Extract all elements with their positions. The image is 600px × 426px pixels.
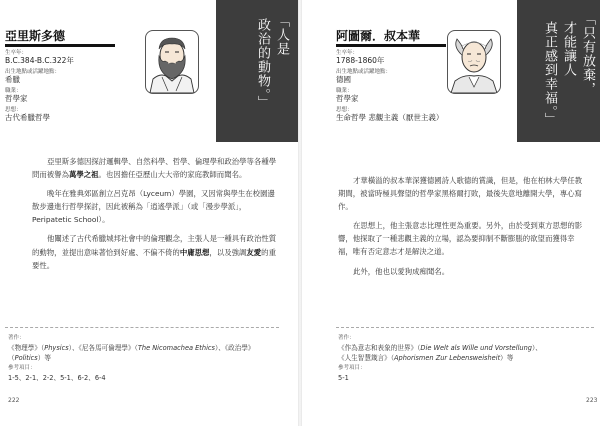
text-run: 亞里斯多德因探討邏輯學、自然科學、哲學、倫理學和政治學等各種學問而被譽為 bbox=[32, 157, 277, 180]
text-run: ）、 bbox=[531, 344, 542, 352]
text-run: 此外，他也以愛狗成痴聞名。 bbox=[353, 266, 450, 276]
original-title: Die Welt als Wille und Vorstellung bbox=[420, 344, 532, 352]
references-value: 1-5、2-1、2-2、5-1、6-2、6-4 bbox=[8, 374, 106, 382]
text-run: ）、《政治學》（ bbox=[8, 344, 255, 362]
aristotle-portrait bbox=[145, 30, 199, 94]
body-paragraph bbox=[32, 187, 280, 226]
original-title: Aphorismen Zur Lebensweisheit bbox=[394, 354, 501, 362]
text-run: 《人生智慧箴言》（ bbox=[338, 354, 395, 362]
school-value: 生命哲學 悲觀主義（厭世主義） bbox=[336, 113, 444, 122]
schopenhauer-portrait bbox=[447, 30, 501, 94]
text-run: 的重要性。 bbox=[32, 247, 276, 270]
text-run: ）等 bbox=[37, 354, 51, 362]
name-underline bbox=[336, 44, 446, 47]
school-label: 思想： bbox=[336, 107, 353, 113]
place-label: 出生地點或活躍地點： bbox=[336, 69, 392, 75]
bearded-man-illustration bbox=[146, 31, 198, 93]
page-number: 222 bbox=[8, 397, 20, 404]
references-label: 參考項目： bbox=[8, 365, 36, 371]
original-title: Politics bbox=[14, 354, 38, 362]
philosopher-name: 亞里斯多德 bbox=[5, 29, 66, 43]
occupation-value: 哲學家 bbox=[336, 94, 359, 103]
body-text bbox=[338, 174, 584, 284]
quote-line-2: 政治的動物。」 bbox=[255, 18, 270, 110]
quote-line-3: 真正感到幸福。」 bbox=[542, 21, 557, 127]
body-paragraph bbox=[338, 265, 584, 278]
occupation-value: 哲學家 bbox=[5, 94, 28, 103]
school-label: 思想： bbox=[5, 107, 22, 113]
works-label: 著作： bbox=[338, 335, 355, 341]
body-paragraph bbox=[32, 155, 280, 181]
references-value: 5-1 bbox=[338, 374, 349, 382]
original-title: The Nicomachea Ethics bbox=[137, 344, 215, 352]
works-list bbox=[8, 343, 263, 363]
occupation-label: 職業： bbox=[5, 88, 22, 94]
section-divider bbox=[336, 327, 594, 328]
text-run: 他闡述了古代希臘城邦社會中的倫理觀念，主張人是一種具有政治性質的動物，並提出意味著恰到好處、不偏不倚的 bbox=[32, 234, 277, 257]
text-run: ，以及強調 bbox=[209, 247, 247, 257]
name-underline bbox=[5, 44, 115, 47]
work-entry bbox=[8, 343, 263, 363]
emphasis-term: 中庸思想 bbox=[179, 247, 210, 257]
right-page bbox=[302, 0, 600, 426]
text-run: 才華橫溢的叔本華深獲德國詩人歌德的賞識，但是，他在柏林大學任教期間，被當時極具聲望的哲學家黑格爾打敗，最後失意地離開大學，專心寫作。 bbox=[338, 176, 583, 212]
body-text bbox=[32, 155, 280, 278]
original-title: Physics bbox=[44, 344, 69, 352]
quote-line-2: 才能讓人 bbox=[561, 21, 576, 77]
text-run: 。也因擔任亞歷山大大帝的家庭教師而聞名。 bbox=[98, 170, 247, 180]
emphasis-term: 萬學之祖 bbox=[68, 170, 99, 180]
birth-value: B.C.384-B.C.322年 bbox=[5, 56, 74, 65]
works-label: 著作： bbox=[8, 335, 25, 341]
body-paragraph bbox=[338, 219, 584, 258]
text-run: 《作為意志和表象的世界》（ bbox=[338, 344, 421, 352]
bibliography bbox=[8, 333, 263, 383]
bibliography bbox=[338, 333, 590, 383]
text-run: 《物理學》（ bbox=[8, 344, 45, 352]
text-run: ）等 bbox=[500, 354, 514, 362]
quote-panel bbox=[216, 0, 298, 142]
references-label: 參考項目： bbox=[338, 365, 366, 371]
birth-label: 生卒年： bbox=[5, 50, 28, 56]
occupation-label: 職業： bbox=[336, 88, 353, 94]
place-label: 出生地點或活躍地點： bbox=[5, 69, 61, 75]
quote-panel bbox=[517, 0, 600, 142]
text-run: 晚年在雅典郊區創立呂克昂（Lyceum）學園，又因常與學生在校園邊散步邊進行哲學探討，因此被稱為「逍遙學派」（或「漫步學派」，Peripatetic School）。 bbox=[32, 189, 275, 225]
place-value: 德國 bbox=[336, 75, 351, 84]
text-run: ）、《尼各馬可倫理學》（ bbox=[68, 344, 138, 352]
place-value: 希臘 bbox=[5, 75, 20, 84]
page-number: 223 bbox=[586, 397, 598, 404]
work-entry bbox=[338, 343, 590, 353]
work-entry bbox=[338, 353, 590, 363]
quote-line-1: 「只有放棄， bbox=[580, 12, 595, 96]
emphasis-term: 友愛 bbox=[246, 247, 262, 257]
left-page bbox=[0, 0, 298, 426]
school-value: 古代希臘哲學 bbox=[5, 113, 50, 122]
section-divider bbox=[5, 327, 279, 328]
body-paragraph bbox=[32, 232, 280, 271]
philosopher-name: 阿圖爾．叔本華 bbox=[336, 29, 421, 43]
quote-line-1: 「人是 bbox=[274, 14, 289, 56]
text-run: 在思想上，他主張意志比理性更為重要。另外，由於受到東方思想的影響，他探取了一種悲觀主義的立場，認為要抑制不斷膨脹的欲望而獲得幸福，唯有否定意志才是解決之道。 bbox=[338, 221, 583, 257]
old-man-illustration bbox=[448, 31, 500, 93]
birth-value: 1788-1860年 bbox=[336, 56, 385, 65]
works-list bbox=[338, 343, 590, 363]
body-paragraph bbox=[338, 174, 584, 213]
birth-label: 生卒年： bbox=[336, 50, 359, 56]
